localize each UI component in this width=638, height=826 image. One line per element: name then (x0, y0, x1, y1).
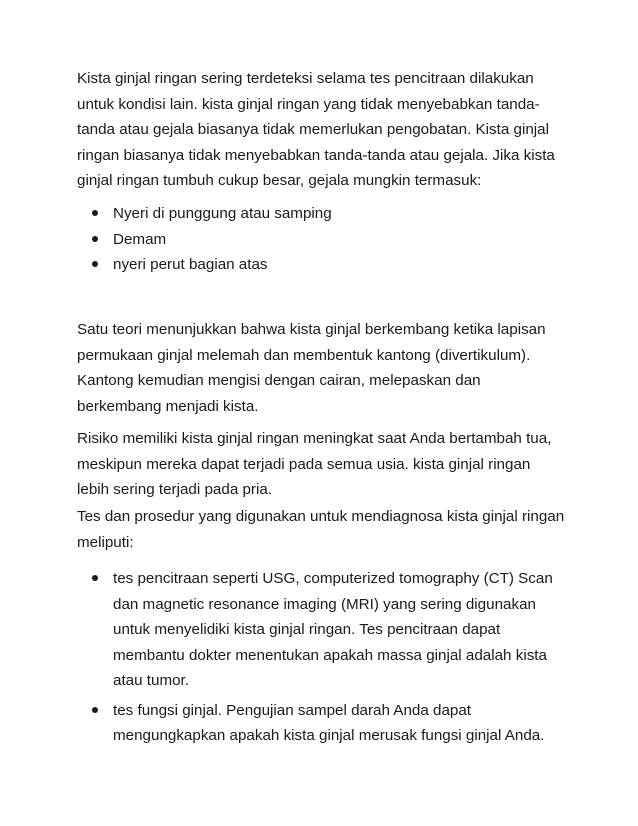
text-line: ringan biasanya tidak menyebabkan tanda-tanda atau gejala. Jika kista (77, 146, 555, 164)
list-item-text: tes pencitraan seperti USG, computerized tomography (CT) Scan (113, 570, 553, 587)
text-line: Tes dan prosedur yang digunakan untuk mendiagnosa kista ginjal ringan (77, 508, 565, 525)
list-item (77, 566, 577, 694)
diagnosis-list (77, 566, 577, 749)
paragraph-diagnosis (77, 504, 577, 555)
list-item (77, 227, 577, 253)
paragraph-risk (77, 426, 577, 503)
list-item-text: untuk menyelidiki kista ginjal ringan. Tes pencitraan dapat (113, 621, 501, 638)
list-item-text: Nyeri di punggung atau samping (113, 205, 332, 222)
list-item-text: dan magnetic resonance imaging (MRI) yang sering digunakan (113, 595, 536, 613)
list-item-text: nyeri perut bagian atas (113, 256, 268, 273)
text-line: Risiko memiliki kista ginjal ringan meningkat saat Anda bertambah tua, (77, 430, 552, 447)
bullet-icon (92, 707, 98, 713)
list-item (77, 252, 577, 278)
list-item (77, 698, 577, 749)
text-line: untuk kondisi lain. kista ginjal ringan yang tidak menyebabkan tanda- (77, 95, 540, 113)
text-line: ginjal ringan tumbuh cukup besar, gejala mungkin termasuk: (77, 172, 482, 189)
text-line: Kista ginjal ringan sering terdeteksi selama tes pencitraan dilakukan (77, 70, 534, 87)
text-line: Kantong kemudian mengisi dengan cairan, melepaskan dan (77, 372, 481, 389)
symptom-list (77, 201, 577, 278)
list-item-text: atau tumor. (113, 672, 189, 689)
text-line: meskipun mereka dapat terjadi pada semua usia. kista ginjal ringan (77, 455, 531, 473)
text-line: permukaan ginjal melemah dan membentuk kantong (divertikulum). (77, 346, 531, 364)
bullet-icon (92, 210, 98, 216)
text-line: berkembang menjadi kista. (77, 397, 259, 415)
text-line: Satu teori menunjukkan bahwa kista ginjal berkembang ketika lapisan (77, 321, 546, 338)
paragraph-intro (77, 66, 577, 194)
list-item-text: mengungkapkan apakah kista ginjal merusak fungsi ginjal Anda. (113, 727, 545, 744)
list-item-text: Demam (113, 230, 167, 248)
bullet-icon (92, 261, 98, 267)
paragraph-theory (77, 317, 577, 419)
text-line: lebih sering terjadi pada pria. (77, 481, 273, 498)
list-item-text: tes fungsi ginjal. Pengujian sampel darah Anda dapat (113, 701, 472, 719)
list-item-text: membantu dokter menentukan apakah massa ginjal adalah kista (113, 646, 547, 664)
text-line: meliputi: (77, 533, 134, 551)
text-line: tanda atau gejala biasanya tidak memerlukan pengobatan. Kista ginjal (77, 121, 549, 138)
bullet-icon (92, 575, 98, 581)
list-item (77, 201, 577, 227)
bullet-icon (92, 236, 98, 242)
